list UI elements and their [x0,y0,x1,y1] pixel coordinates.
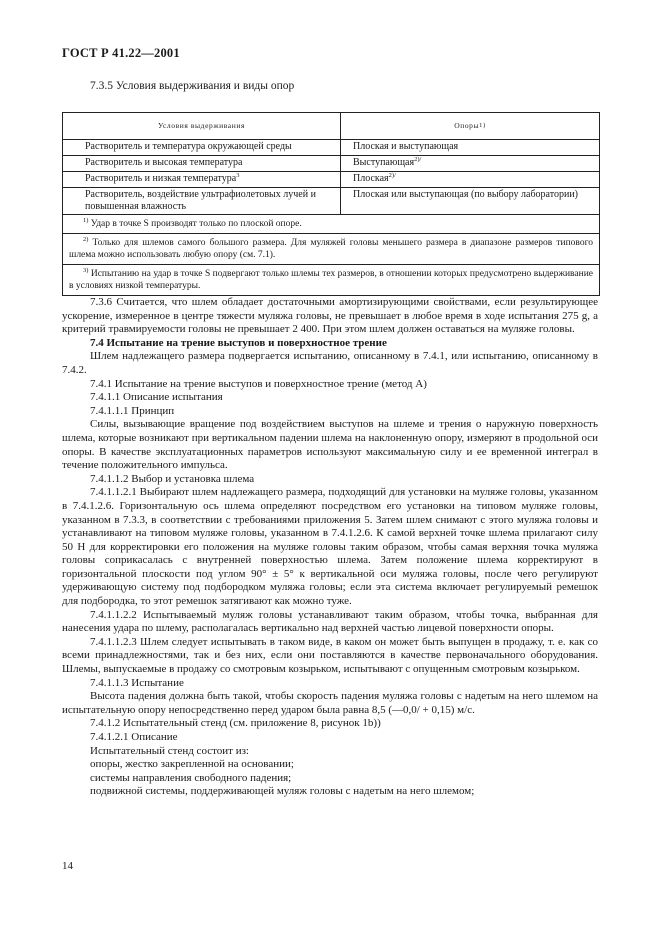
paragraph: 7.4.1.2 Испытательный стенд (см. приложение 8, рисунок 1b)) [90,717,381,730]
paragraph: 7.4.1.1.2.2 Испытываемый муляж головы устанавливают таким образом, чтобы точка, выбранная для нанесения удара по шлему, располагалась вертикально над верхней частью лицевой поверхности опоры. [62,608,598,635]
table-col-conditions-header: Условия выдерживания [63,113,341,139]
paragraph: 7.4.1 Испытание на трение выступов и поверхностное трение (метод А) [90,377,427,390]
table-cell-support: Плоская$^{2)/}$ [353,172,396,184]
table-footnote: $^{1)}$ Удар в точке S производят только по плоской опоре. [63,215,599,234]
table-cell-support: Плоская и выступающая [353,141,459,152]
paragraph: 7.4.1.1.2.3 Шлем следует испытывать в таком виде, в каком он может быть выпущен в продажу, т. е. как со всеми принадлежностями, так и без них, если они поставляются в качестве первоначального оборудования. Шлемы, выпускаемые в продажу со смотровым козырьком, испытывают с опущенным смотровым козырьком. [62,635,598,676]
table-header [63,113,599,140]
subsection-heading: 7.4 Испытание на трение выступов и поверхностное трение [90,336,387,349]
table-cell-support: Плоская или выступающая (по выбору лаборатории) [353,189,578,200]
paragraph: 7.4.1.1.2.1 Выбирают шлем надлежащего размера, подходящий для установки на муляже головы, указанном в 7.4.1.2.6. Горизонтальную ось шлема определяют посредством его установки на типовом муляже головы, указанном в 7.3.3, в соответствии с требованиями приложения 5. Затем шлем снимают с этого муляжа головы и устанавливают на типовом муляже головы, указанном в 7.4.1.2.6. К самой верхней точке шлема прилагают силу 50 Н для корректировки его положения на муляже головы таким образом, чтобы самая верхняя точка муляжа головы соприкасалась с внутренней поверхностью шлема. Затем положение шлема корректируют в горизонтальной плоскости под углом 90° ± 5° к вертикальной оси муляжа головы, после чего регулируют удерживающую систему под подбородком муляжа головы; если эта система включает регулируемый ремешок для подбородка, то этот ремешок затягивают как можно туже. [62,486,598,608]
table-footnote: $^{2)}$ Только для шлемов самого большого размера. Для муляжей головы меньшего размера в диапазоне размеров типового шлема можно использовать любую опору (см. 7.1). [63,234,599,265]
paragraph: 7.4.1.1.2 Выбор и установка шлема [90,472,255,485]
table-col-supports-header: Опоры 1) [454,121,486,130]
list-item: опоры, жестко закрепленной на основании; [90,758,294,771]
document-header: ГОСТ Р 41.22—2001 [62,46,180,60]
table-row [63,188,599,215]
page-number: 14 [62,860,73,872]
table-footnotes [63,215,599,295]
paragraph: Шлем надлежащего размера подвергается испытанию, описанному в 7.4.1, или испытанию, описанному в 7.4.2. [62,350,598,376]
conditions-table [62,112,600,296]
paragraph: 7.4.1.1.3 Испытание [90,676,184,689]
paragraph: 7.4.1.1.1 Принцип [90,404,175,417]
table-row [63,156,599,172]
table-cell-condition: Растворитель и низкая температура$^3$ [63,172,341,187]
table-row [63,140,599,156]
body-text [62,296,598,799]
table-row [63,172,599,188]
table-cell-support: Выступающая$^{2)/}$ [353,156,422,168]
section-title: 7.3.5 Условия выдерживания и виды опор [90,80,295,92]
table-cell-condition: Растворитель и температура окружающей среды [63,140,341,155]
paragraph: 7.4.1.1 Описание испытания [90,391,223,404]
paragraph: 7.3.6 Считается, что шлем обладает достаточными амортизирующими свойствами, если результирующее ускорение, измеренное в центре тяжести муляжа головы, не превышает в любое время в ходе испытания 275 g, а критерий травмируемости головы не превышает 2 400. При этом шлем должен оставаться на муляже головы. [62,296,598,336]
table-cell-condition: Растворитель, воздействие ультрафиолетовых лучей и повышенная влажность [63,188,341,214]
list-item: подвижной системы, поддерживающей муляж головы с надетым на него шлемом; [90,785,475,798]
paragraph: Испытательный стенд состоит из: [90,744,249,757]
table-cell-condition: Растворитель и высокая температура [63,156,341,171]
list-item: системы направления свободного падения; [90,771,292,784]
paragraph: Высота падения должна быть такой, чтобы скорость падения муляжа головы с надетым на него шлемом на испытательную опору непосредственно перед ударом была равна 8,5 (—0,0/ + 0,15) м/с. [62,690,598,716]
paragraph: 7.4.1.2.1 Описание [90,731,178,743]
paragraph: Силы, вызывающие вращение под воздействием выступов на шлеме и трения о наружную поверхность шлема, которые возникают при вертикальном падении шлема на наклоненную опору, измеряют в продольной оси опоры. В качестве эксплуатационных параметров используют максимальную силу и ее временной интеграл в течение положительного импульса. [62,418,598,472]
table-footnote: $^{3)}$ Испытанию на удар в точке S подвергают только шлемы тех размеров, в отношении которых предусмотрено выдерживание в условиях низкой температуры. [69,267,593,291]
